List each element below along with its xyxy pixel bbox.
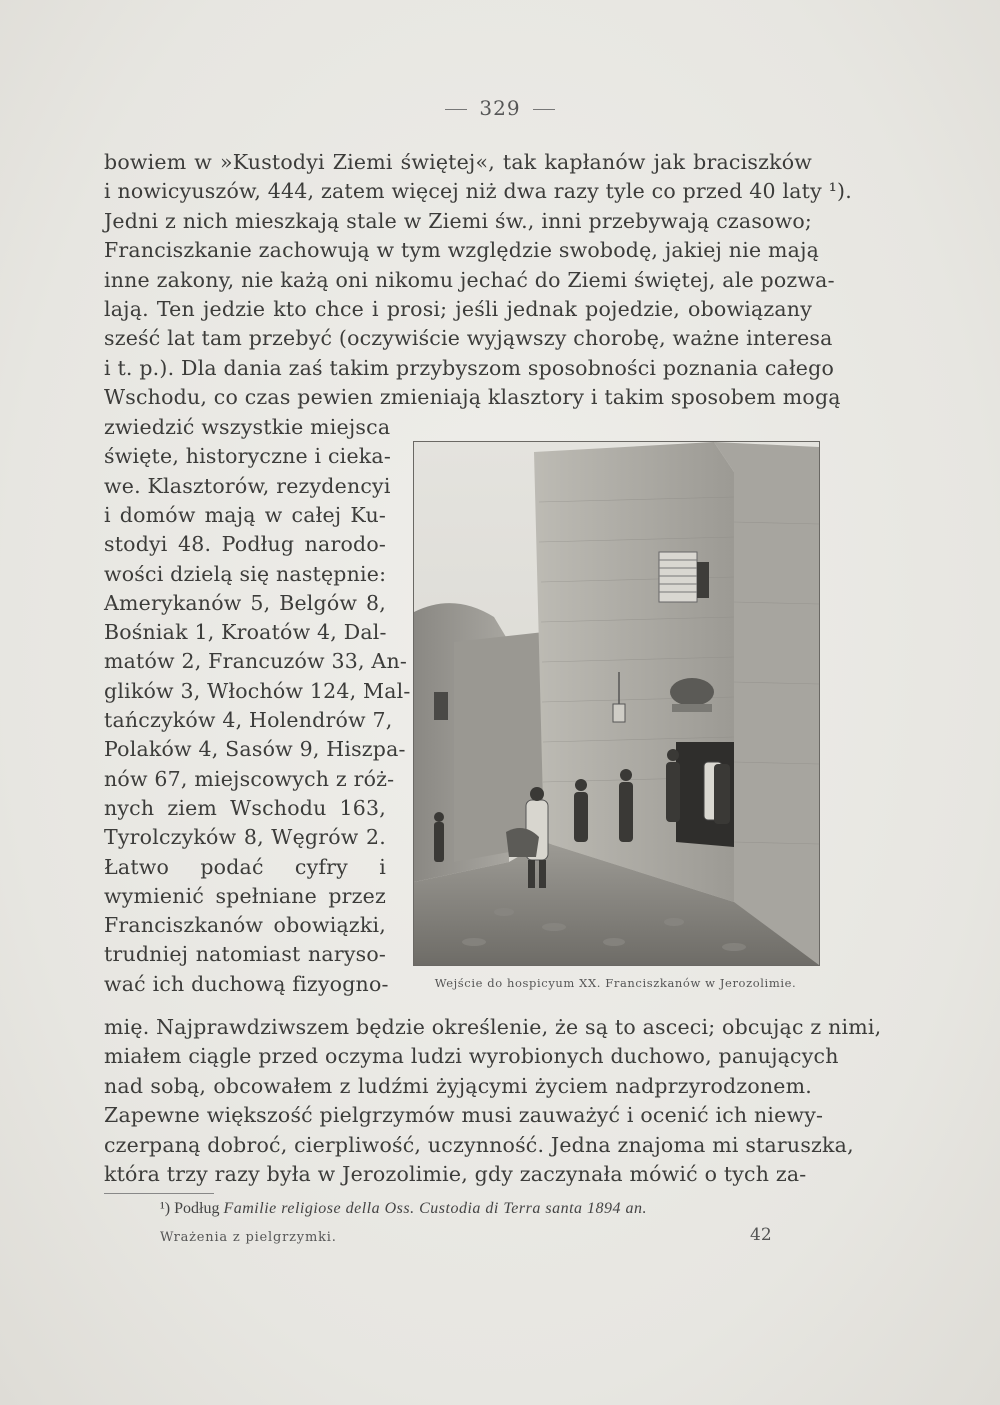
text-line: matów 2, Francuzów 33, An- (104, 649, 407, 674)
footnote-marker: ¹) Podług (160, 1200, 220, 1217)
footnote (160, 1200, 647, 1218)
page-number-text: 329 (479, 96, 521, 120)
text-line: wymienić spełniane przez (104, 883, 386, 908)
text-line: Franciszkanów obowiązki, (104, 913, 386, 938)
text-line: lają. Ten jedzie kto chce i prosi; jeśli jednak pojedzie, obowiązany (104, 297, 812, 321)
sheet-number: 42 (750, 1225, 772, 1245)
text-line: Polaków 4, Sasów 9, Hiszpa- (104, 737, 406, 762)
text-line: wości dzielą się następnie: (104, 561, 387, 586)
text-line: miałem ciągle przed oczyma ludzi wyrobionych duchowo, panujących (104, 1044, 839, 1069)
text-line: stodyi 48. Podług narodo- (104, 532, 386, 557)
signature-mark: Wrażenia z pielgrzymki. (160, 1230, 337, 1245)
text-line: sześć lat tam przebyć (oczywiście wyjąwszy chorobę, ważne interesa (104, 326, 833, 351)
text-line: tańczyków 4, Holendrów 7, (104, 708, 393, 732)
text-line: czerpaną dobroć, cierpliwość, uczynność. Jedna znajoma mi staruszka, (104, 1132, 854, 1157)
text-line: trudniej natomiast naryso- (104, 942, 386, 967)
text-line: nad sobą, obcowałem z ludźmi żyjącymi życiem nadprzyrodzonem. (104, 1073, 812, 1098)
text-line: Franciszkanie zachowują w tym względzie swobodę, jakiej nie mają (104, 238, 820, 263)
figure-caption: Wejście do hospicyum XX. Franciszkanów w Jerozolimie. (434, 976, 797, 990)
footnote-rule (104, 1193, 214, 1194)
hospice-entrance-illustration (414, 442, 819, 965)
text-line: i domów mają w całej Ku- (104, 502, 386, 527)
page-number (0, 96, 1000, 120)
text-line: Tyrolczyków 8, Węgrów 2. (104, 825, 386, 850)
text-line: bowiem w »Kustodyi Ziemi świętej«, tak kapłanów jak braciszków (104, 150, 812, 174)
text-line: i t. p.). Dla dania zaś takim przybyszom sposobności poznania całego (104, 355, 834, 380)
text-line: inne zakony, nie każą oni nikomu jechać do Ziemi świętej, ale pozwa- (104, 267, 835, 292)
text-line: nów 67, miejscowych z róż- (104, 766, 395, 791)
text-line: zwiedzić wszystkie miejsca (104, 415, 391, 439)
text-line: Łatwo podać cyfry i (104, 854, 386, 879)
text-line: i nowicyuszów, 444, zatem więcej niż dwa razy tyle co przed 40 laty ¹). (104, 179, 852, 204)
text-line: święte, historyczne i cieka- (104, 444, 391, 469)
text-line: Wschodu, co czas pewien zmieniają klasztory i takim sposobem mogą (104, 385, 841, 410)
text-line: Zapewne większość pielgrzymów musi zauważyć i ocenić ich niewy- (104, 1103, 824, 1128)
text-line: Bośniak 1, Kroatów 4, Dal- (104, 620, 387, 645)
photograph (413, 441, 820, 966)
text-line: wać ich duchową fizyogno- (104, 971, 389, 996)
text-line: mię. Najprawdziwszem będzie określenie, że są to asceci; obcując z nimi, (104, 1015, 882, 1039)
text-line: Jedni z nich mieszkają stale w Ziemi św., inni przebywają czasowo; (104, 208, 812, 233)
text-line: która trzy razy była w Jerozolimie, gdy zaczynała mówić o tych za- (104, 1162, 807, 1186)
text-line: glików 3, Włochów 124, Mal- (104, 678, 411, 703)
text-line: nych ziem Wschodu 163, (104, 795, 386, 820)
footnote-source: Familie religiose della Oss. Custodia di Terra santa 1894 an. (223, 1200, 648, 1217)
text-line: we. Klasztorów, rezydencyi (104, 473, 391, 498)
text-line: Amerykanów 5, Belgów 8, (104, 590, 386, 615)
